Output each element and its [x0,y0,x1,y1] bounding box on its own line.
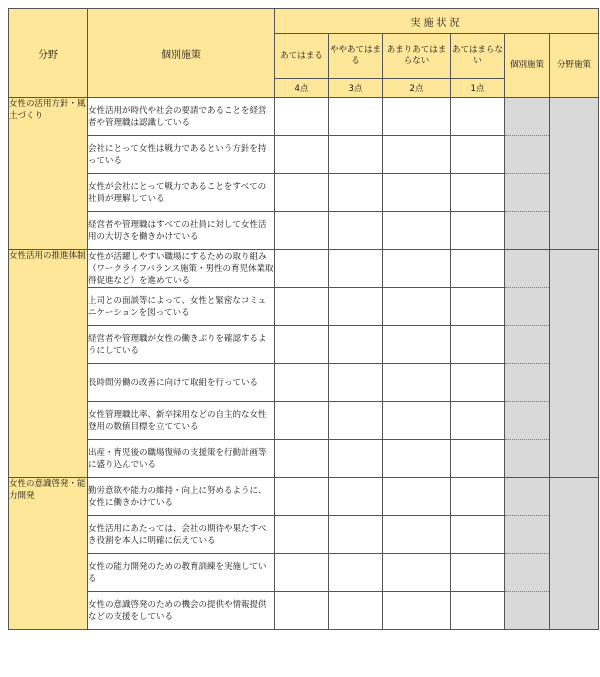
individual-score-cell[interactable] [505,174,550,212]
answer-cell[interactable] [275,516,329,554]
answer-cell[interactable] [383,592,451,630]
answer-cell[interactable] [275,326,329,364]
individual-score-cell[interactable] [505,326,550,364]
measure-text: 女性が活躍しやすい職場にするための取り組み（ワークライフバランス施策・男性の育児休業取得促進など）を進めている [88,251,274,286]
answer-cell[interactable] [275,478,329,516]
measure-text: 女性が会社にとって戦力であることをすべての社員が理解している [88,174,275,212]
individual-score-cell[interactable] [505,98,550,136]
field-score-cell[interactable] [550,478,599,630]
table-row [9,592,599,630]
answer-cell[interactable] [383,98,451,136]
answer-cell[interactable] [383,250,451,288]
table-row [9,136,599,174]
answer-cell[interactable] [451,592,505,630]
measure-text: 経営者や管理職はすべての社員に対して女性活用の大切さを働きかけている [88,212,275,250]
answer-cell[interactable] [451,212,505,250]
answer-cell[interactable] [329,554,383,592]
category-label: 女性の活用方針・風土づくり [9,98,88,250]
individual-score-cell[interactable] [505,136,550,174]
answer-cell[interactable] [329,174,383,212]
individual-score-cell[interactable] [505,554,550,592]
answer-cell[interactable] [383,402,451,440]
measure-header: 個別施策 [88,9,275,98]
points-2: 2点 [383,79,451,98]
table-row [9,364,599,402]
category-label: 女性の意識啓発・能力開発 [9,478,88,630]
answer-cell[interactable] [275,136,329,174]
measure-text: 勤労意欲や能力の維持・向上に努めるように、女性に働きかけている [88,478,275,516]
answer-cell[interactable] [329,440,383,478]
individual-score-cell[interactable] [505,364,550,402]
measure-text: 上司との面談等によって、女性と緊密なコミュニケーションを図っている [88,288,275,326]
individual-score-cell[interactable] [505,402,550,440]
measure-text: 出産・育児後の職場復帰の支援策を行動計画等に盛り込んでいる [88,440,275,478]
option-header-3: あまりあてはまらない [383,34,451,79]
answer-cell[interactable] [275,250,329,288]
answer-cell[interactable] [451,326,505,364]
measure-text: 会社にとって女性は戦力であるという方針を持っている [88,136,275,174]
table-row [9,554,599,592]
measure-text: 女性活用にあたっては、会社の期待や果たすべき役割を本人に明確に伝えている [88,516,275,554]
table-row [9,174,599,212]
answer-cell[interactable] [329,136,383,174]
answer-cell[interactable] [329,288,383,326]
status-header: 実施状況 [275,9,599,34]
answer-cell[interactable] [275,402,329,440]
self-check-table [8,8,599,630]
table-row [9,98,599,136]
answer-cell[interactable] [451,478,505,516]
answer-cell[interactable] [275,364,329,402]
answer-cell[interactable] [383,136,451,174]
measure-text: 経営者や管理職が女性の働きぶりを確認するようにしている [88,326,275,364]
field-score-cell[interactable] [550,250,599,478]
answer-cell[interactable] [275,174,329,212]
answer-cell[interactable] [383,288,451,326]
table-row [9,402,599,440]
measure-text: 女性の意識啓発のための機会の提供や情報提供などの支援をしている [88,592,275,630]
measure-text: 女性の能力開発のための教育訓練を実施している [88,554,275,592]
answer-cell[interactable] [275,288,329,326]
answer-cell[interactable] [329,402,383,440]
answer-cell[interactable] [451,288,505,326]
answer-cell[interactable] [451,554,505,592]
answer-cell[interactable] [451,136,505,174]
points-3: 3点 [329,79,383,98]
table-body [9,98,599,630]
answer-cell[interactable] [329,98,383,136]
answer-cell[interactable] [329,516,383,554]
field-score-cell[interactable] [550,98,599,250]
option-header-4: あてはまらない [451,34,505,79]
answer-cell[interactable] [383,478,451,516]
answer-cell[interactable] [383,440,451,478]
measure-text: 長時間労働の改善に向けて取組を行っている [88,364,275,402]
table-row [9,326,599,364]
measure-text: 女性管理職比率、新卒採用などの自主的な女性登用の数値目標を立てている [88,402,275,440]
individual-score-header: 個別施策 [505,34,550,98]
table-row [9,440,599,478]
table-row [9,212,599,250]
answer-cell[interactable] [383,326,451,364]
answer-cell[interactable] [275,554,329,592]
individual-score-cell[interactable] [505,288,550,326]
answer-cell[interactable] [383,212,451,250]
points-4: 4点 [275,79,329,98]
answer-cell[interactable] [451,516,505,554]
answer-cell[interactable] [329,212,383,250]
answer-cell[interactable] [275,212,329,250]
answer-cell[interactable] [383,174,451,212]
answer-cell[interactable] [275,440,329,478]
answer-cell[interactable] [451,174,505,212]
category-label: 女性活用の推進体制 [9,250,88,478]
answer-cell[interactable] [451,250,505,288]
answer-cell[interactable] [275,98,329,136]
individual-score-cell[interactable] [505,440,550,478]
option-header-2: ややあてはまる [329,34,383,79]
answer-cell[interactable] [451,98,505,136]
answer-cell[interactable] [329,326,383,364]
answer-cell[interactable] [383,554,451,592]
individual-score-cell[interactable] [505,478,550,516]
individual-score-cell[interactable] [505,212,550,250]
table-row [9,516,599,554]
individual-score-cell[interactable] [505,516,550,554]
answer-cell[interactable] [451,440,505,478]
answer-cell[interactable] [451,364,505,402]
table-row [9,478,599,516]
field-header: 分野 [9,9,88,98]
answer-cell[interactable] [329,592,383,630]
answer-cell[interactable] [383,516,451,554]
measure-text: 女性活用が時代や社会の要請であることを経営者や管理職は認識している [88,98,275,136]
individual-score-cell[interactable] [505,250,550,288]
answer-cell[interactable] [329,250,383,288]
answer-cell[interactable] [275,592,329,630]
field-score-header: 分野施策 [550,34,599,98]
answer-cell[interactable] [451,402,505,440]
points-1: 1点 [451,79,505,98]
answer-cell[interactable] [329,364,383,402]
option-header-1: あてはまる [275,34,329,79]
table-row [9,288,599,326]
answer-cell[interactable] [329,478,383,516]
answer-cell[interactable] [383,364,451,402]
table-row [9,250,599,288]
individual-score-cell[interactable] [505,592,550,630]
